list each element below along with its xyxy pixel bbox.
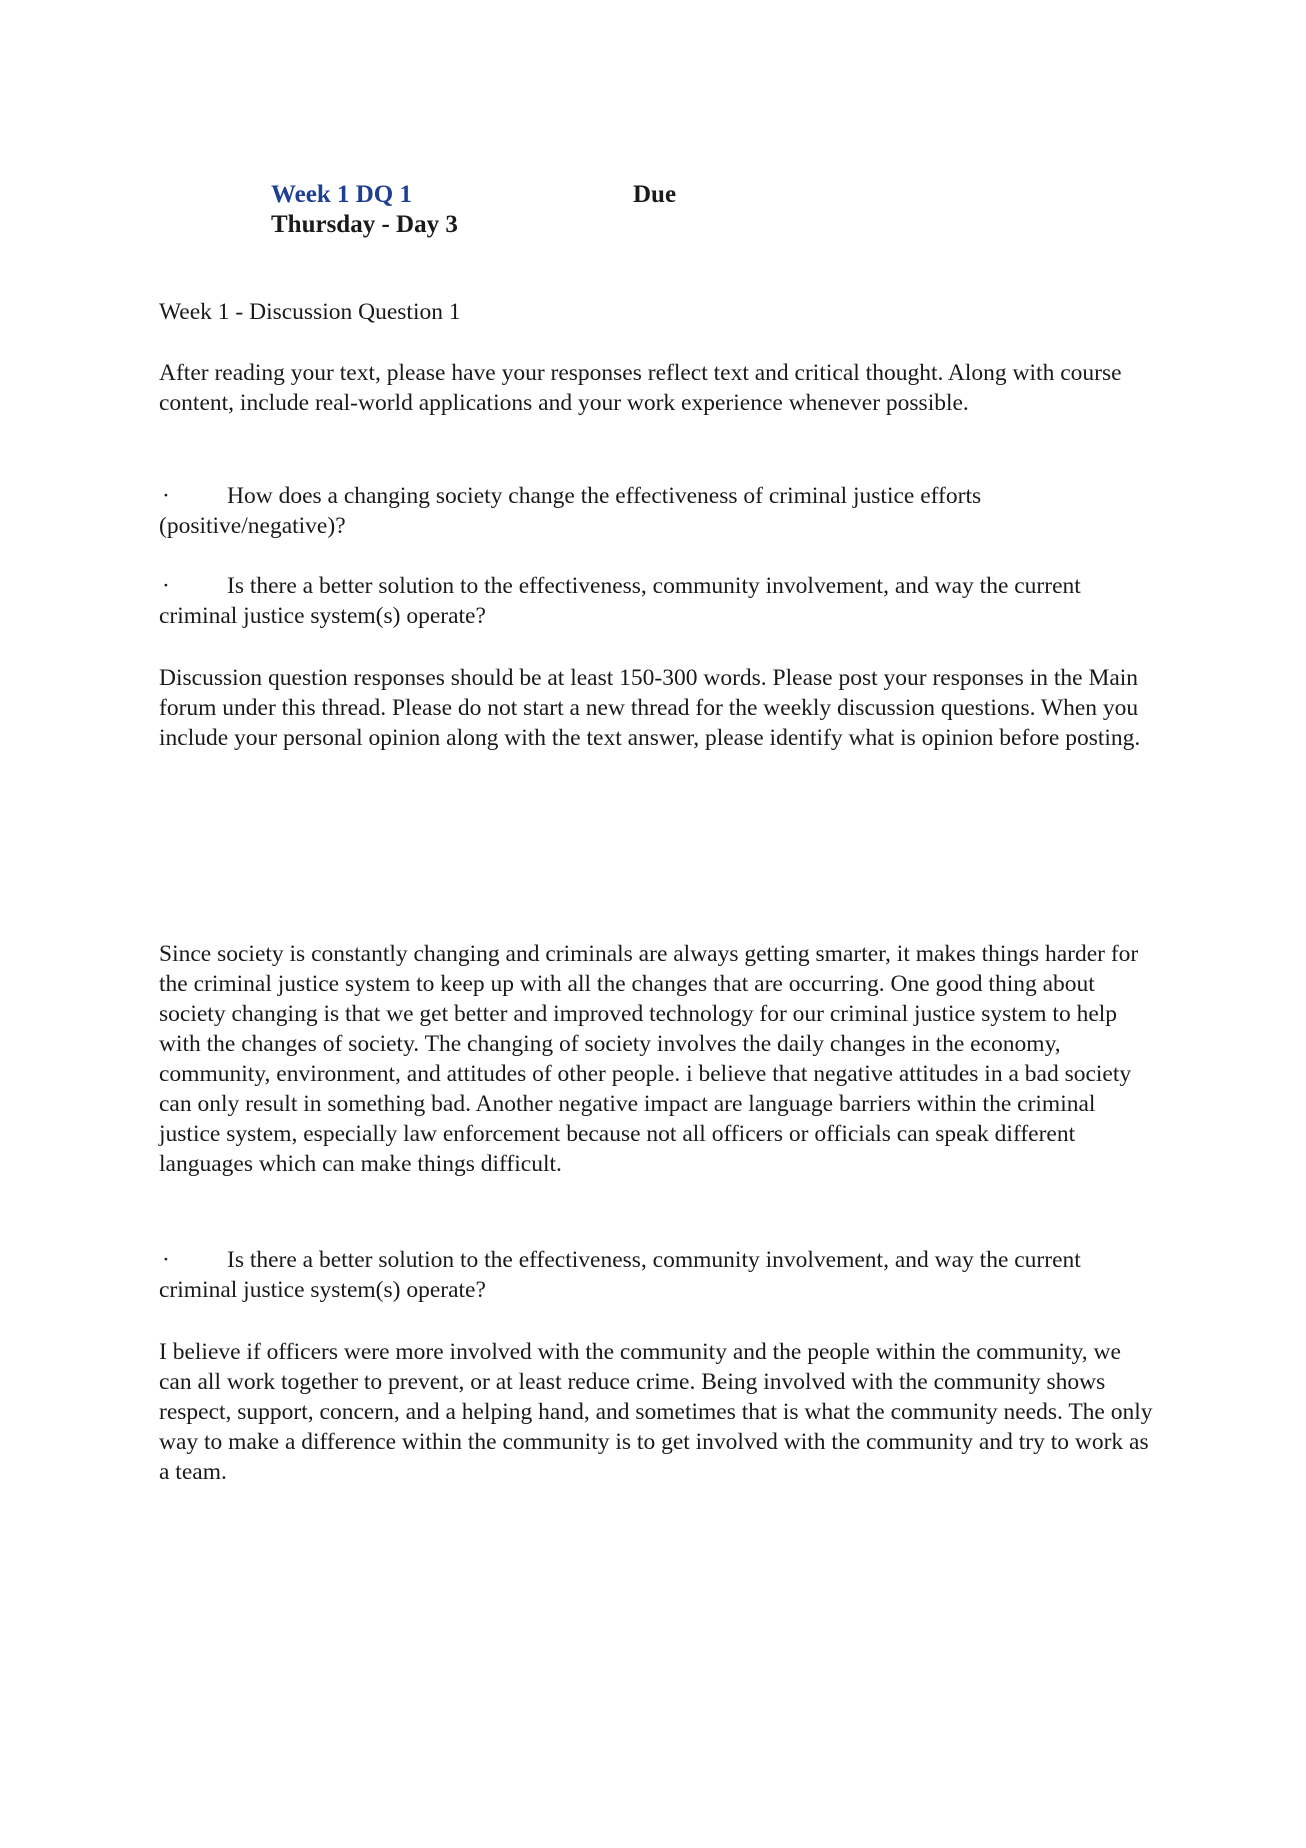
answer-question-2-text: Is there a better solution to the effectiveness, community involvement, and way the current criminal justice system(s) operate? [159,1247,1081,1303]
assignment-title: Week 1 DQ 1 [271,181,412,208]
instructions-paragraph: Discussion question responses should be at least 150-300 words. Please post your responses in the Main forum under this thread. Please do not start a new thread for the weekly discussion questions. When you include your personal opinion along with the text answer, please identify what is opinion before posting. [159,665,1141,751]
question-1-text: How does a changing society change the effectiveness of criminal justice efforts (positive/negative)? [159,483,982,539]
due-day: Thursday - Day 3 [271,211,458,238]
question-heading: Week 1 - Discussion Question 1 [159,299,461,325]
question-2-bullet [159,571,1159,631]
bullet-icon: · [162,1247,170,1273]
question-2-text: Is there a better solution to the effectiveness, community involvement, and way the current criminal justice system(s) operate? [159,573,1081,629]
answer-2-paragraph: I believe if officers were more involved with the community and the people within the community, we can all work together to prevent, or at least reduce crime. Being involved with the community shows respect, support, concern, and a helping hand, and sometimes that is what the community needs. The only way to make a difference within the community is to get involved with the community and try to work as a team. [159,1339,1153,1485]
question-1-bullet [159,481,1159,541]
answer-1-paragraph: Since society is constantly changing and criminals are always getting smarter, it makes things harder for the criminal justice system to keep up with all the changes that are occurring. One good thing about society changing is that we get better and improved technology for our criminal justice system to help with the changes of society. The changing of society involves the daily changes in the economy, community, environment, and attitudes of other people. i believe that negative attitudes in a bad society can only result in something bad. Another negative impact are language barriers within the criminal justice system, especially law enforcement because not all officers or officials can speak different languages which can make things difficult. [159,941,1139,1177]
assignment-header [271,180,871,240]
intro-paragraph: After reading your text, please have your responses reflect text and critical thought. Along with course content, include real-world applications and your work experience whenever possible. [159,360,1122,416]
answer-question-2-bullet [159,1245,1159,1305]
bullet-icon: · [162,483,170,509]
bullet-icon: · [162,573,170,599]
due-label: Due [633,181,677,208]
